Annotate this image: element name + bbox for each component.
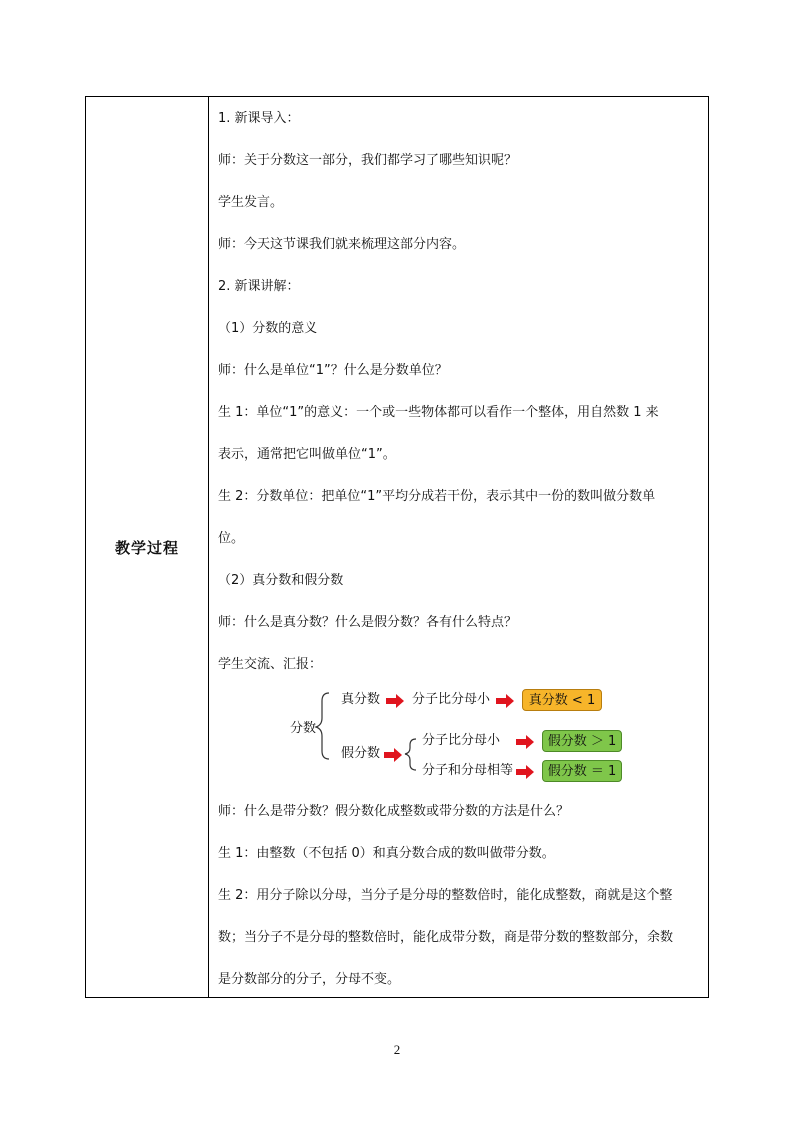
arrow-right-icon <box>496 694 516 708</box>
text-line: 生 2：分数单位：把单位“1”平均分成若干份，表示其中一份的数叫做分数单 <box>218 489 656 504</box>
improper-result-box-2: 假分数 ＝ 1 <box>542 760 622 782</box>
text-line: 位。 <box>218 531 245 546</box>
arrow-right-icon <box>516 735 536 749</box>
text-line: （2）真分数和假分数 <box>218 573 344 588</box>
text-line: 数；当分子不是分母的整数倍时，能化成带分数，商是带分数的整数部分，余数 <box>218 930 674 945</box>
improper-result-box-1: 假分数 ＞ 1 <box>542 730 622 752</box>
diagram-improper: 假分数 <box>341 746 381 761</box>
text-line: 师：什么是带分数？假分数化成整数或带分数的方法是什么？ <box>218 804 570 819</box>
diagram-improper-rule-2: 分子和分母相等 <box>422 763 514 778</box>
proper-result-box: 真分数 < 1 <box>522 689 602 711</box>
diagram-root: 分数 <box>290 721 317 736</box>
text-line: 师：关于分数这一部分，我们都学习了哪些知识呢？ <box>218 153 518 168</box>
diagram-improper-rule-1: 分子比分母小 <box>422 733 501 748</box>
text-line: 生 2：用分子除以分母，当分子是分母的整数倍时，能化成整数，商就是这个整 <box>218 888 673 903</box>
text-line: 师：什么是真分数？什么是假分数？各有什么特点？ <box>218 615 518 630</box>
text-line: （1）分数的意义 <box>218 321 318 336</box>
arrow-right-icon <box>386 694 406 708</box>
text-line: 1. 新课导入： <box>218 111 300 126</box>
text-line: 学生交流、汇报： <box>218 657 323 672</box>
diagram-proper: 真分数 <box>341 692 381 707</box>
text-line: 生 1：单位“1”的意义：一个或一些物体都可以看作一个整体，用自然数 1 来 <box>218 405 659 420</box>
page-number: 2 <box>393 1042 401 1057</box>
diagram-proper-rule: 分子比分母小 <box>412 692 491 707</box>
lesson-table <box>85 96 709 998</box>
row-label: 教学过程 <box>114 538 179 557</box>
arrow-right-icon <box>516 765 536 779</box>
text-line: 生 1：由整数（不包括 0）和真分数合成的数叫做带分数。 <box>218 846 555 861</box>
text-line: 师：今天这节课我们就来梳理这部分内容。 <box>218 237 466 252</box>
text-line: 2. 新课讲解： <box>218 279 300 294</box>
text-line: 师：什么是单位“1”？什么是分数单位？ <box>218 363 448 378</box>
text-line: 学生发言。 <box>218 195 284 210</box>
text-line: 表示，通常把它叫做单位“1”。 <box>218 447 396 462</box>
arrow-right-icon <box>384 748 404 762</box>
text-line: 是分数部分的分子，分母不变。 <box>218 972 401 987</box>
column-divider <box>208 97 209 997</box>
